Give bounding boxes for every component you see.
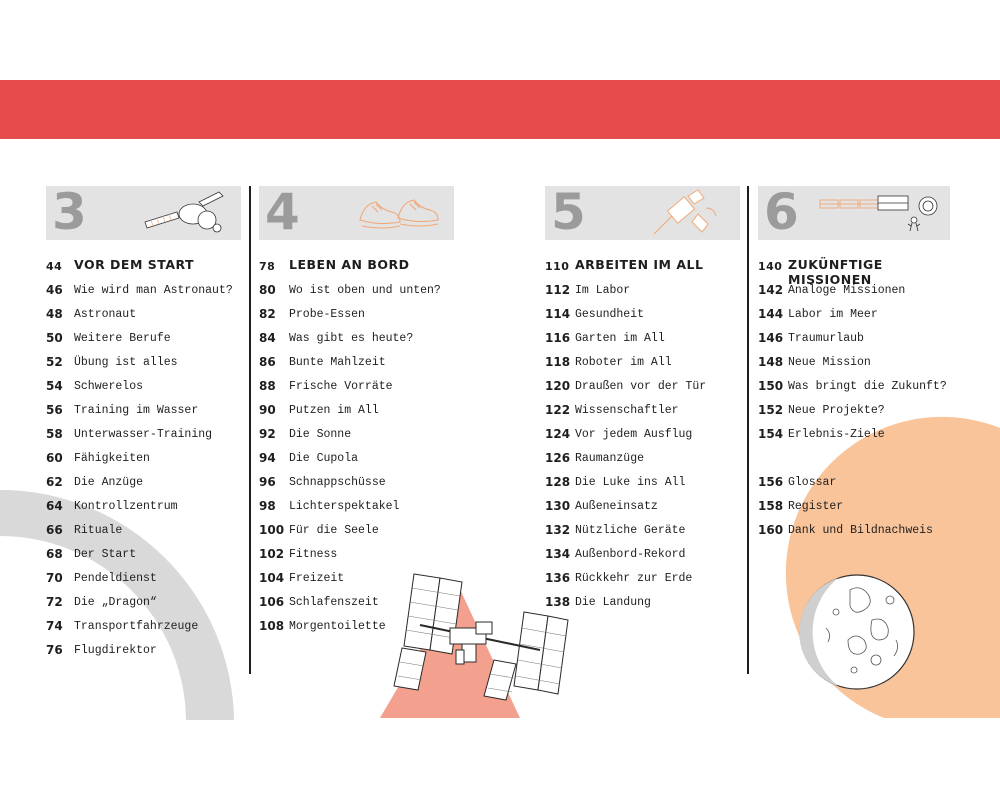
entry-title: Morgentoilette (289, 620, 386, 633)
toc-entry[interactable] (545, 519, 740, 543)
entry-page: 144 (758, 307, 784, 321)
toc-entry[interactable] (46, 615, 241, 639)
toc-entry[interactable] (259, 543, 454, 567)
entry-title: Neue Projekte? (788, 404, 885, 417)
entry-title: Draußen vor der Tür (575, 380, 707, 393)
section-title: ZUKÜNFTIGE MISSIONEN (788, 257, 883, 287)
spacecraft-sketch-icon (137, 188, 237, 238)
entry-title: Erlebnis-Ziele (788, 428, 885, 441)
entry-title: Dank und Bildnachweis (788, 524, 933, 537)
entry-page: 60 (46, 451, 63, 465)
chapter-header (545, 186, 740, 240)
entry-page: 132 (545, 523, 571, 537)
toc-entry[interactable] (758, 423, 950, 447)
toc-entry[interactable] (545, 591, 740, 615)
entry-title: Garten im All (575, 332, 665, 345)
entry-title: Astronaut (74, 308, 137, 321)
toc-entry[interactable] (545, 447, 740, 471)
toc-entry[interactable] (46, 567, 241, 591)
entry-page: 150 (758, 379, 784, 393)
toc-entry[interactable] (46, 399, 241, 423)
entry-page: 76 (46, 643, 63, 657)
entry-page: 148 (758, 355, 784, 369)
section-heading (259, 257, 454, 279)
spacer (758, 447, 950, 471)
toc-entry[interactable] (259, 591, 454, 615)
entry-title: Bunte Mahlzeit (289, 356, 386, 369)
entry-page: 66 (46, 523, 63, 537)
entry-page: 104 (259, 571, 285, 585)
chapter-header (758, 186, 950, 240)
entry-page: 152 (758, 403, 784, 417)
toc-entry[interactable] (46, 591, 241, 615)
toc-entry[interactable] (259, 327, 454, 351)
entry-title: Traumurlaub (788, 332, 864, 345)
entry-title: Gesundheit (575, 308, 645, 321)
toc-entry[interactable] (46, 303, 241, 327)
toc-entry[interactable] (259, 423, 454, 447)
entry-page: 58 (46, 427, 63, 441)
entry-page: 100 (259, 523, 285, 537)
entry-page: 124 (545, 427, 571, 441)
toc-entry[interactable] (545, 375, 740, 399)
toc-entry[interactable] (46, 375, 241, 399)
entry-page: 86 (259, 355, 276, 369)
toc-entry[interactable] (758, 375, 950, 399)
toc-entry[interactable] (545, 543, 740, 567)
entry-page: 146 (758, 331, 784, 345)
entry-title: Kontrollzentrum (74, 500, 178, 513)
entry-page: 88 (259, 379, 276, 393)
toc-entry[interactable] (46, 279, 241, 303)
entry-page: 116 (545, 331, 571, 345)
section-page-number: 140 (758, 260, 783, 273)
chapter-header (259, 186, 454, 240)
entry-title: Die Luke ins All (575, 476, 686, 489)
toc-entry[interactable] (46, 519, 241, 543)
column-divider-1 (249, 186, 251, 674)
toc-entry[interactable] (259, 399, 454, 423)
entry-page: 56 (46, 403, 63, 417)
space-station-astronaut-sketch-icon (816, 188, 946, 238)
toc-entry[interactable] (46, 639, 241, 663)
toc-entry[interactable] (259, 279, 454, 303)
toc-entry[interactable] (46, 447, 241, 471)
chapter-number: 5 (551, 186, 586, 240)
toc-entry[interactable] (46, 351, 241, 375)
section-title: VOR DEM START (74, 257, 195, 272)
entry-title: Die Anzüge (74, 476, 144, 489)
entry-page: 54 (46, 379, 63, 393)
entry-title: Probe-Essen (289, 308, 365, 321)
entry-title: Raumanzüge (575, 452, 645, 465)
toc-entry[interactable] (46, 327, 241, 351)
toc-entry[interactable] (545, 567, 740, 591)
toc-entry[interactable] (259, 567, 454, 591)
section-page-number: 44 (46, 260, 63, 273)
section-page-number: 78 (259, 260, 276, 273)
entry-page: 122 (545, 403, 571, 417)
entry-page: 158 (758, 499, 784, 513)
toc-entry[interactable] (259, 351, 454, 375)
chapter-header (46, 186, 241, 240)
entry-page: 70 (46, 571, 63, 585)
entry-title: Labor im Meer (788, 308, 878, 321)
entry-title: Schwerelos (74, 380, 144, 393)
toc-entry[interactable] (46, 471, 241, 495)
entry-page: 154 (758, 427, 784, 441)
entry-title: Die Sonne (289, 428, 352, 441)
entry-title: Schnappschüsse (289, 476, 386, 489)
entry-page: 160 (758, 523, 784, 537)
entry-title: Unterwasser-Training (74, 428, 213, 441)
toc-entry[interactable] (758, 399, 950, 423)
entry-page: 106 (259, 595, 285, 609)
entry-title: Putzen im All (289, 404, 379, 417)
entry-page: 108 (259, 619, 285, 633)
toc-entry[interactable] (545, 399, 740, 423)
toc-entry[interactable] (259, 471, 454, 495)
toc-entry[interactable] (259, 447, 454, 471)
chapter-number: 6 (764, 186, 799, 240)
entry-title: Außeneinsatz (575, 500, 658, 513)
toc-entry[interactable] (46, 543, 241, 567)
power-drill-sketch-icon (636, 188, 736, 238)
chapter-column-4 (259, 186, 454, 639)
toc-entry[interactable] (259, 495, 454, 519)
entry-title: Im Labor (575, 284, 631, 297)
entry-page: 92 (259, 427, 276, 441)
toc-entry[interactable] (545, 279, 740, 303)
chapter-column-3 (46, 186, 241, 663)
toc-entry[interactable] (545, 423, 740, 447)
section-page-number: 110 (545, 260, 570, 273)
entry-page: 74 (46, 619, 63, 633)
entry-title: Was bringt die Zukunft? (788, 380, 947, 393)
entry-page: 156 (758, 475, 784, 489)
entry-page: 68 (46, 547, 63, 561)
entry-page: 52 (46, 355, 63, 369)
entry-title: Vor jedem Ausflug (575, 428, 693, 441)
entry-title: Schlafenszeit (289, 596, 379, 609)
toc-entry[interactable] (259, 519, 454, 543)
entry-page: 82 (259, 307, 276, 321)
toc-entry[interactable] (545, 303, 740, 327)
toc-entry[interactable] (545, 495, 740, 519)
entry-title: Die Cupola (289, 452, 359, 465)
entry-page: 94 (259, 451, 276, 465)
toc-entry[interactable] (46, 423, 241, 447)
entry-page: 96 (259, 475, 276, 489)
entry-title: Rückkehr zur Erde (575, 572, 693, 585)
toc-entry[interactable] (545, 471, 740, 495)
entry-page: 50 (46, 331, 63, 345)
toc-entry[interactable] (259, 303, 454, 327)
entry-title: Frische Vorräte (289, 380, 393, 393)
entry-title: Glossar (788, 476, 837, 489)
entry-page: 136 (545, 571, 571, 585)
entry-page: 84 (259, 331, 276, 345)
entry-page: 138 (545, 595, 571, 609)
entry-page: 118 (545, 355, 571, 369)
entry-page: 72 (46, 595, 63, 609)
entry-page: 102 (259, 547, 285, 561)
entry-title: Transportfahrzeuge (74, 620, 199, 633)
entry-title: Wissenschaftler (575, 404, 679, 417)
entry-page: 80 (259, 283, 276, 297)
entry-title: Außenbord-Rekord (575, 548, 686, 561)
entry-page: 62 (46, 475, 63, 489)
section-title: LEBEN AN BORD (289, 257, 410, 272)
entry-title: Rituale (74, 524, 123, 537)
entry-title: Roboter im All (575, 356, 672, 369)
entry-page: 46 (46, 283, 63, 297)
toc-entry[interactable] (758, 471, 950, 495)
entry-title: Training im Wasser (74, 404, 199, 417)
entry-title: Nützliche Geräte (575, 524, 686, 537)
section-heading (545, 257, 740, 279)
section-heading (758, 257, 950, 287)
entry-title: Freizeit (289, 572, 345, 585)
toc-entry[interactable] (758, 279, 950, 303)
entry-page: 120 (545, 379, 571, 393)
entry-title: Wo ist oben und unten? (289, 284, 441, 297)
entry-title: Fähigkeiten (74, 452, 150, 465)
entry-title: Analoge Missionen (788, 284, 906, 297)
entry-page: 128 (545, 475, 571, 489)
toc-entry[interactable] (545, 351, 740, 375)
entry-page: 126 (545, 451, 571, 465)
entry-title: Übung ist alles (74, 356, 178, 369)
entry-page: 134 (545, 547, 571, 561)
sneakers-sketch-icon (350, 188, 450, 238)
entry-title: Für die Seele (289, 524, 379, 537)
chapter-column-6 (758, 186, 950, 543)
moon-sketch-icon (799, 575, 914, 689)
section-heading (46, 257, 241, 279)
entry-title: Die „Dragon“ (74, 596, 157, 609)
entry-title: Die Landung (575, 596, 651, 609)
entry-title: Neue Mission (788, 356, 871, 369)
toc-entry[interactable] (758, 495, 950, 519)
entry-page: 90 (259, 403, 276, 417)
entry-page: 130 (545, 499, 571, 513)
entry-page: 142 (758, 283, 784, 297)
chapter-number: 3 (52, 186, 87, 240)
chapter-number: 4 (265, 186, 300, 240)
column-divider-2 (747, 186, 749, 674)
toc-entry[interactable] (758, 303, 950, 327)
entry-title: Pendeldienst (74, 572, 157, 585)
entry-title: Register (788, 500, 844, 513)
toc-entry[interactable] (46, 495, 241, 519)
toc-entry[interactable] (259, 615, 454, 639)
entry-page: 112 (545, 283, 571, 297)
entry-title: Wie wird man Astronaut? (74, 284, 233, 297)
toc-entry[interactable] (758, 351, 950, 375)
entry-title: Lichterspektakel (289, 500, 400, 513)
entry-title: Fitness (289, 548, 338, 561)
entry-page: 48 (46, 307, 63, 321)
section-title: ARBEITEN IM ALL (575, 257, 704, 272)
toc-entry[interactable] (758, 327, 950, 351)
entry-page: 98 (259, 499, 276, 513)
chapter-column-5 (545, 186, 740, 615)
entry-page: 64 (46, 499, 63, 513)
entry-title: Der Start (74, 548, 137, 561)
entry-title: Was gibt es heute? (289, 332, 414, 345)
entry-title: Weitere Berufe (74, 332, 171, 345)
entry-page: 114 (545, 307, 571, 321)
toc-entry[interactable] (758, 519, 950, 543)
toc-entry[interactable] (545, 327, 740, 351)
entry-title: Flugdirektor (74, 644, 157, 657)
toc-entry[interactable] (259, 375, 454, 399)
